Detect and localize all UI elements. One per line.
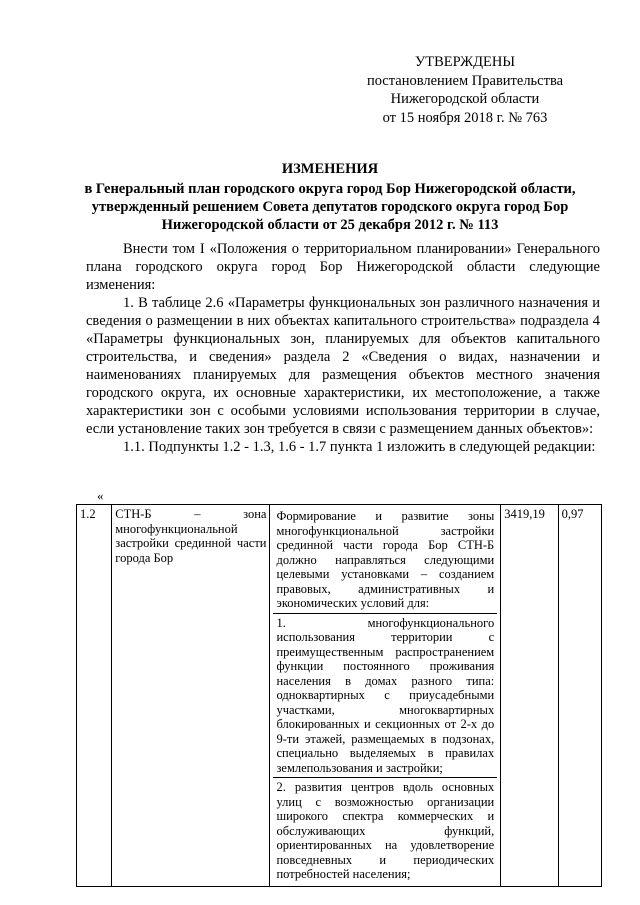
approval-line-3: Нижегородской области	[390, 91, 540, 107]
document-title	[70, 160, 590, 234]
opening-quote: «	[97, 488, 104, 503]
description-item-2: 2. развития центров вдоль основных улиц с возможностью организации широкого спектра коммерческих и обслуживающих функций, ориентированных на удовлетворение повседневных и периодических потребностей населения;	[276, 780, 495, 881]
paragraph-3: 1.1. Подпункты 1.2 - 1.3, 1.6 - 1.7 пункта 1 изложить в следующей редакции:	[123, 439, 596, 455]
table-row	[77, 505, 602, 887]
approval-line-2: постановлением Правительства	[366, 72, 564, 89]
approval-line-4: от 15 ноября 2018 г. № 763	[382, 109, 548, 126]
row-number: 1.2	[77, 505, 112, 887]
zone-description	[270, 505, 501, 887]
zone-share: 0,97	[558, 505, 601, 887]
zones-table	[76, 504, 602, 887]
zone-area: 3419,19	[501, 505, 558, 887]
title-heading: ИЗМЕНЕНИЯ	[281, 161, 379, 177]
description-item-1: 1. многофункционального использования территории с преимущественным распространением функции постоянного проживания населения в домах разного типа: одноквартирных с приусадебными участками, многоквартирных блокированных и секционных от 2-х до 9-ти этажей, размещаемых в подзонах, специально выделяемых в правилах землепользования и застройки;	[273, 614, 497, 779]
paragraph-2: 1. В таблице 2.6 «Параметры функциональных зон различного назначения и сведения о размещении в них объектах капитального строительства» подраздела 4 «Параметры функциональных зон, планируемых для объектов капитального строительства, и сведения» раздела 2 «Сведения о видах, назначении и наименованиях планируемых для размещения объектов местного значения городского округа, их основные характеристики, их местоположение, а также характеристики зон с особыми условиями использования территории в случае, если установление таких зон требуется в связи с размещением данных объектов»:	[86, 295, 600, 437]
paragraph-1: Внести том I «Положения о территориальном планировании» Генерального плана городского округа город Бор Нижегородской области следующие изменения:	[86, 241, 600, 293]
zone-name: СТН-Б – зона многофункциональной застройки срединной части города Бор	[112, 505, 270, 887]
title-subheading: в Генеральный план городского округа город Бор Нижегородской области, утвержденный решением Совета депутатов городского округа город Бор Нижегородской области от 25 декабря 2012 г. № 113	[84, 181, 576, 233]
approval-line-1: УТВЕРЖДЕНЫ	[414, 54, 516, 70]
approval-stamp	[350, 53, 580, 127]
description-intro: Формирование и развитие зоны многофункциональной застройки срединной части города Бор СТН-Б должно направляться следующими целевыми установками – созданием правовых, административных и экономических условий для:	[273, 507, 497, 614]
document-body	[86, 240, 600, 456]
